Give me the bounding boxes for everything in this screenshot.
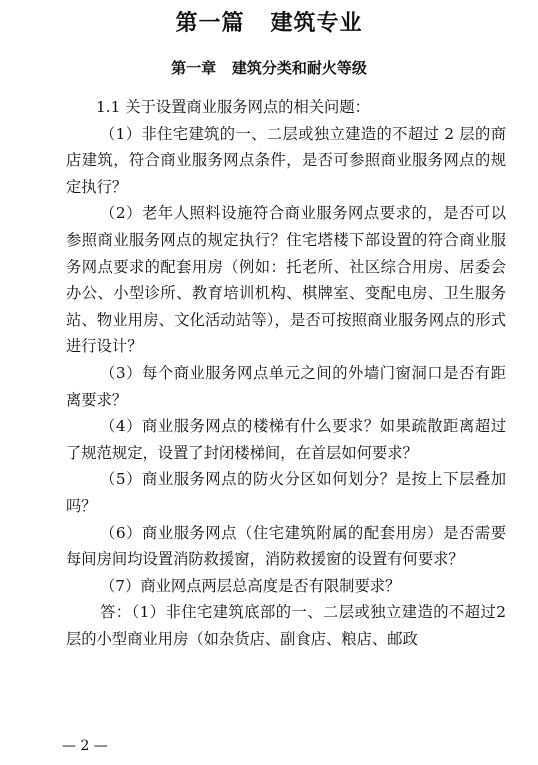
question-5: （5）商业服务网点的防火分区如何划分？是按上下层叠加吗？ — [66, 470, 506, 515]
part-title: 第一篇 建筑专业 — [175, 10, 363, 36]
page-number: — 2 — — [62, 738, 108, 754]
chapter-title: 第一章 建筑分类和耐火等级 — [171, 59, 367, 77]
section-heading: 1.1 关于设置商业服务网点的相关问题： — [96, 98, 370, 116]
question-3: （3）每个商业服务网点单元之间的外墙门窗洞口是否有距离要求？ — [66, 363, 506, 409]
question-7: （7）商业网点两层总高度是否有限制要求？ — [100, 576, 401, 595]
question-6: （6）商业服务网点（住宅建筑附属的配套用房）是否需要每间房间均设置消防救援窗，消防救援窗的设置有何要求？ — [66, 523, 506, 569]
question-4: （4）商业服务网点的楼梯有什么要求？如果疏散距离超过了规范规定，设置了封闭楼梯间，在首层如何要求？ — [66, 417, 506, 462]
answer-paragraph: 答：（1）非住宅建筑底部的一、二层或独立建造的不超过2层的小型商业用房（如杂货店、副食店、粮店、邮政 — [66, 603, 506, 648]
question-2: （2）老年人照料设施符合商业服务网点要求的，是否可以参照商业服务网点的规定执行？住宅塔楼下部设置的符合商业服务网点要求的配套用房（例如：托老所、社区综合用房、居委会办公、小型诊所、教育培训机构、棋牌室、变配电房、卫生服务站、物业用房、文化活动站等），是否可按照商业服务网点的形式进行设计？ — [66, 204, 506, 356]
body-text — [66, 94, 506, 652]
question-1: （1）非住宅建筑的一、二层或独立建造的不超过 2 层的商店建筑，符合商业服务网点条件，是否可参照商业服务网点的规定执行？ — [66, 124, 506, 196]
